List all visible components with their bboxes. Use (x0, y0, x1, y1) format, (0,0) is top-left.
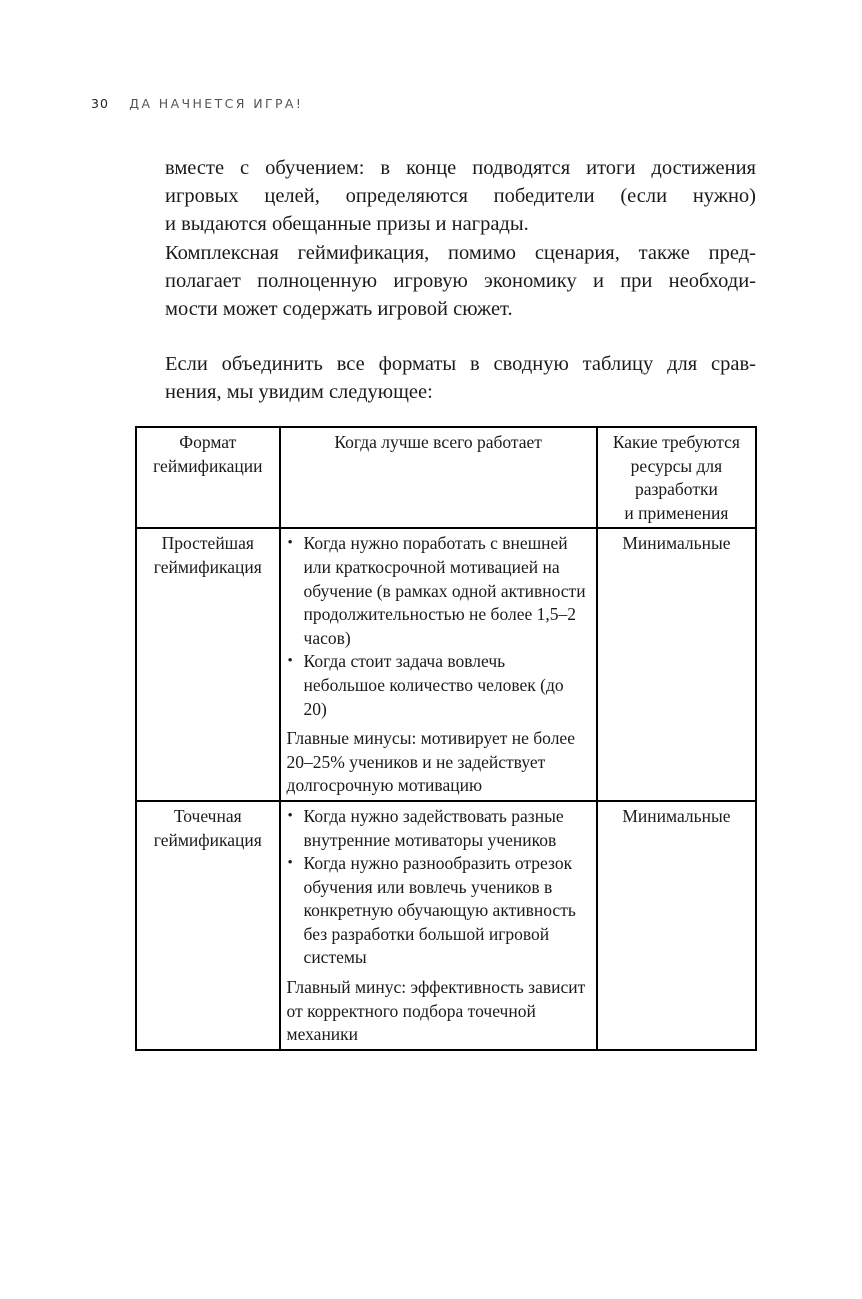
header-text: Какие требуются (612, 432, 740, 452)
cell-resources: Минимальные (597, 528, 756, 801)
format-text: геймификация (153, 829, 262, 850)
bullet-item: • Когда стоит задача вовлечь небольшое количество человек (до 20) (287, 650, 590, 721)
header-resources (597, 427, 756, 528)
cell-resources: Минимальные (597, 801, 756, 1050)
chapter-title: ДА НАЧНЕТСЯ ИГРА! (129, 96, 304, 111)
page-number: 30 (91, 96, 109, 111)
cell-when (280, 801, 597, 1050)
text-line: полагает полноценную игровую экономику и при необходи- (165, 269, 756, 292)
bullet-item: • Когда нужно задействовать разные внутренние мотиваторы учеников (287, 805, 590, 852)
header-when: Когда лучше всего работает (280, 427, 597, 528)
bullet-list (287, 532, 590, 721)
minus-note: Главный минус: эффективность зависит от корректного подбора точечной механики (286, 977, 586, 1045)
text-line: мости может содержать игровой сюжет. (165, 298, 513, 321)
bullet-list (287, 805, 590, 970)
cell-format (136, 528, 280, 801)
paragraph-summary (165, 350, 756, 406)
paragraph-intro (165, 154, 756, 323)
cell-format (136, 801, 280, 1050)
header-text: геймификации (153, 455, 263, 476)
table-row (136, 801, 756, 1050)
running-head (91, 96, 303, 111)
comparison-table (135, 426, 757, 1051)
header-text: и применения (624, 502, 729, 523)
text-line: игровых целей, определяются победители (если нужно) (165, 185, 756, 208)
bullet-item: • Когда нужно разнообразить отрезок обучения или вовлечь учеников в конкретную обучающую активность без разработки большой игровой системы (287, 852, 590, 970)
format-text: Простейшая (161, 533, 254, 554)
header-format (136, 427, 280, 528)
text-line: вместе с обучением: в конце подводятся итоги достижения (165, 157, 756, 179)
format-text: Точечная (173, 805, 242, 826)
text-line: и выдаются обещанные призы и награды. (165, 213, 529, 236)
header-text: Формат (179, 432, 237, 452)
minus-note: Главные минусы: мотивирует не более 20–25% учеников и не задействует долгосрочную мотивацию (286, 728, 575, 796)
format-text: геймификация (153, 556, 262, 577)
header-text: ресурсы для (630, 455, 723, 476)
text-line: нения, мы увидим следующее: (165, 381, 433, 404)
cell-when (280, 528, 597, 801)
header-text: разработки (634, 479, 718, 500)
bullet-item: • Когда нужно поработать с внешней или краткосрочной мотивацией на обучение (в рамках одной активности продолжительностью не более 1,5–2 часов) (287, 532, 590, 650)
text-line: Если объединить все форматы в сводную таблицу для срав- (165, 353, 756, 375)
table-header-row (136, 427, 756, 528)
text-line: Комплексная геймификация, помимо сценария, также пред- (165, 241, 756, 264)
table-row (136, 528, 756, 801)
